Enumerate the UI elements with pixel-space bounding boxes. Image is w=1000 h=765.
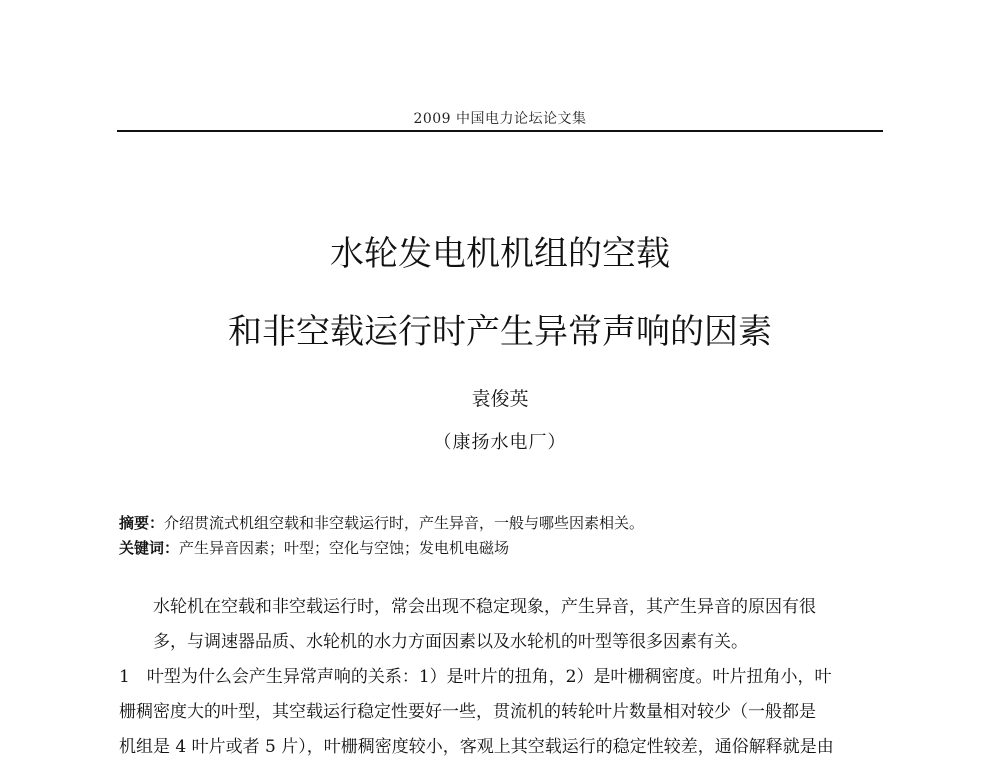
abstract-text: 介绍贯流式机组空载和非空载运行时，产生异音，一般与哪些因素相关。 [164, 514, 645, 532]
paragraph-line: 多，与调速器品质、水轮机的水力方面因素以及水轮机的叶型等很多因素有关。 [153, 632, 748, 652]
author-affiliation: （康扬水电厂） [433, 432, 567, 453]
keywords-label: 关键词： [119, 539, 180, 557]
header-rule [117, 130, 883, 132]
paragraph-line: 水轮机在空载和非空载运行时，常会出现不稳定现象，产生异音，其产生异音的原因有很 [153, 597, 816, 617]
keywords [119, 537, 509, 558]
keywords-text: 产生异音因素；叶型；空化与空蚀；发电机电磁场 [179, 539, 510, 557]
abstract [119, 512, 644, 533]
paragraph-line: 机组是 4 叶片或者 5 片），叶栅稠密度较小，客观上其空载运行的稳定性较差，通俗解释就是由 [119, 737, 834, 757]
paper-title-line-1: 水轮发电机机组的空载 [330, 234, 670, 274]
paragraph-line: 栅稠密度大的叶型，其空载运行稳定性要好一些，贯流机的转轮叶片数量相对较少（一般都是 [119, 702, 816, 722]
paragraph-intro [119, 590, 879, 660]
body-text [119, 590, 879, 765]
running-header: 2009 中国电力论坛论文集 [413, 111, 587, 127]
abstract-label: 摘要： [119, 514, 165, 532]
paper-title-line-2: 和非空载运行时产生异常声响的因素 [228, 312, 772, 352]
author-name: 袁俊英 [471, 388, 529, 410]
paragraph-line: 1 叶型为什么会产生异常声响的关系：1）是叶片的扭角，2）是叶栅稠密度。叶片扭角小，叶 [119, 667, 832, 687]
paragraph-section-1 [119, 660, 879, 765]
